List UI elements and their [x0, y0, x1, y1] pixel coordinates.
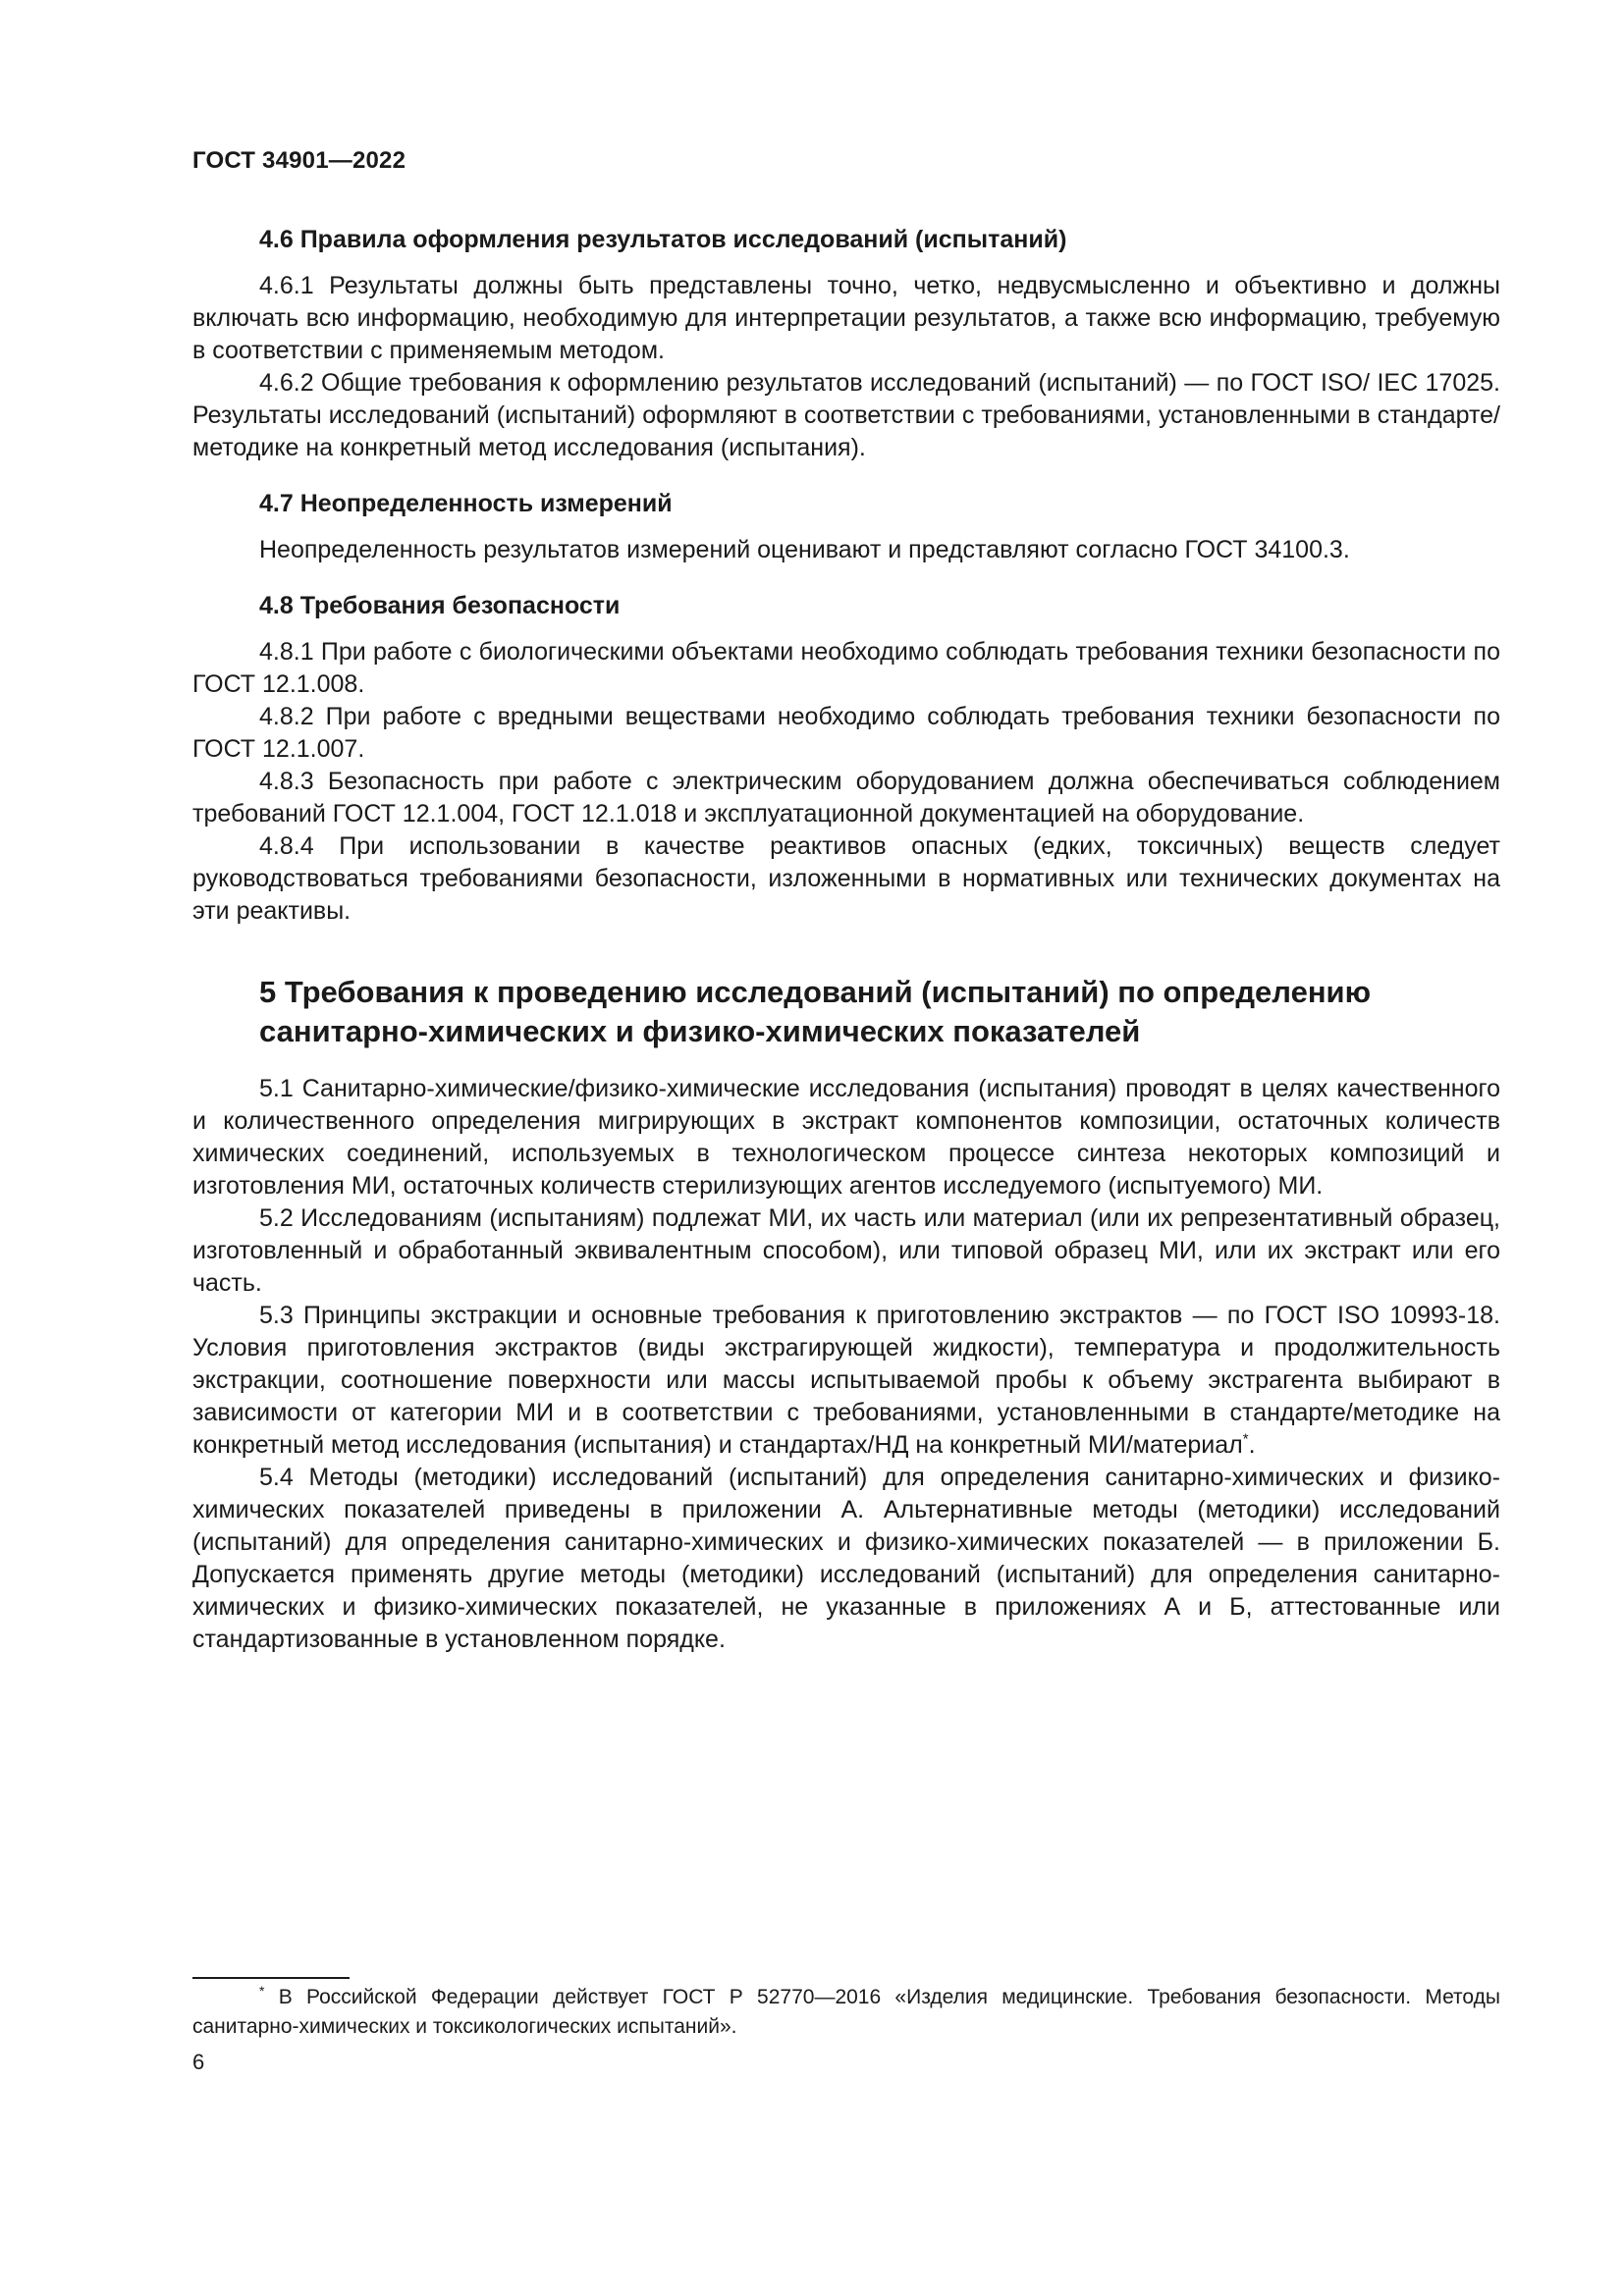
page-number: 6: [192, 2050, 205, 2074]
document-code-header: ГОСТ 34901—2022: [192, 147, 406, 174]
section-4-7-title: 4.7 Неопределенность измерений: [259, 490, 673, 517]
paragraph-4-7: Неопределенность результатов измерений оценивают и представляют согласно ГОСТ 34100.3.: [259, 536, 1350, 563]
paragraph-4-8-1: 4.8.1 При работе с биологическими объектами необходимо соблюдать требования техники безопасности по ГОСТ 12.1.008.: [192, 638, 1500, 698]
footnote-separator: [192, 1977, 350, 1979]
footnote: [192, 1983, 1500, 2042]
footnote-text: В Российской Федерации действует ГОСТ Р 52770—2016 «Изделия медицинские. Требования безопасности. Методы санитарно-химических и токсикологических испытаний».: [192, 1986, 1500, 2038]
paragraph-4-8-4: 4.8.4 При использовании в качестве реактивов опасных (едких, токсичных) веществ следует руководствоваться требованиями безопасности, изложенными в нормативных или технических документах на эти реактивы.: [192, 832, 1500, 925]
paragraph-4-6-2: 4.6.2 Общие требования к оформлению результатов исследований (испытаний) — по ГОСТ ISO/ IEC 17025. Результаты исследований (испытаний) оформляют в соответствии с требованиями, установленными в стандарте/методике на конкретный метод исследования (испытания).: [192, 369, 1500, 461]
page-content: [192, 224, 1500, 1656]
section-4-6-title: 4.6 Правила оформления результатов исследований (испытаний): [259, 226, 1067, 253]
paragraph-4-8-3: 4.8.3 Безопасность при работе с электрическим оборудованием должна обеспечиваться соблюдением требований ГОСТ 12.1.004, ГОСТ 12.1.018 и эксплуатационной документацией на оборудование.: [192, 768, 1500, 828]
paragraph-5-3-text: 5.3 Принципы экстракции и основные требования к приготовлению экстрактов — по ГОСТ ISO 10993-18. Условия приготовления экстрактов (виды экстрагирующей жидкости), температура и продолжительность экстракции, соотношение поверхности или массы испытываемой пробы к объему экстрагента выбирают в зависимости от категории МИ и в соответствии с требованиями, установленными в стандарте/методике на конкретный метод исследования (испытания) и стандартах/НД на конкретный МИ/материал: [192, 1302, 1500, 1459]
paragraph-5-3-end: .: [1248, 1431, 1256, 1459]
footnote-marker: *: [259, 1983, 265, 1999]
paragraph-5-4: 5.4 Методы (методики) исследований (испытаний) для определения санитарно-химических и физико-химических показателей приведены в приложении А. Альтернативные методы (методики) исследований (испытаний) для определения санитарно-химических и физико-химических показателей — в приложении Б. Допускается применять другие методы (методики) исследований (испытаний) для определения санитарно-химических и физико-химических показателей, не указанные в приложениях А и Б, аттестованные или стандартизованные в установленном порядке.: [192, 1464, 1500, 1653]
section-5-title: 5 Требования к проведению исследований (испытаний) по определению санитарно-химических и физико-химических показателей: [259, 975, 1372, 1048]
paragraph-4-6-1: 4.6.1 Результаты должны быть представлены точно, четко, недвусмысленно и объективно и должны включать всю информацию, необходимую для интерпретации результатов, а также всю информацию, требуемую в соответствии с применяемым методом.: [192, 272, 1500, 364]
section-4-8-title: 4.8 Требования безопасности: [259, 592, 621, 619]
paragraph-5-2: 5.2 Исследованиям (испытаниям) подлежат МИ, их часть или материал (или их репрезентативный образец, изготовленный и обработанный эквивалентным способом), или типовой образец МИ, или их экстракт или его часть.: [192, 1204, 1500, 1297]
paragraph-5-1: 5.1 Санитарно-химические/физико-химические исследования (испытания) проводят в целях качественного и количественного определения мигрирующих в экстракт компонентов композиции, остаточных количеств химических соединений, используемых в технологическом процессе синтеза некоторых композиций и изготовления МИ, остаточных количеств стерилизующих агентов исследуемого (испытуемого) МИ.: [192, 1075, 1500, 1200]
footnote-reference-marker[interactable]: *: [1242, 1430, 1249, 1448]
paragraph-4-8-2: 4.8.2 При работе с вредными веществами необходимо соблюдать требования техники безопасности по ГОСТ 12.1.007.: [192, 703, 1500, 763]
paragraph-5-3: [192, 1300, 1500, 1462]
